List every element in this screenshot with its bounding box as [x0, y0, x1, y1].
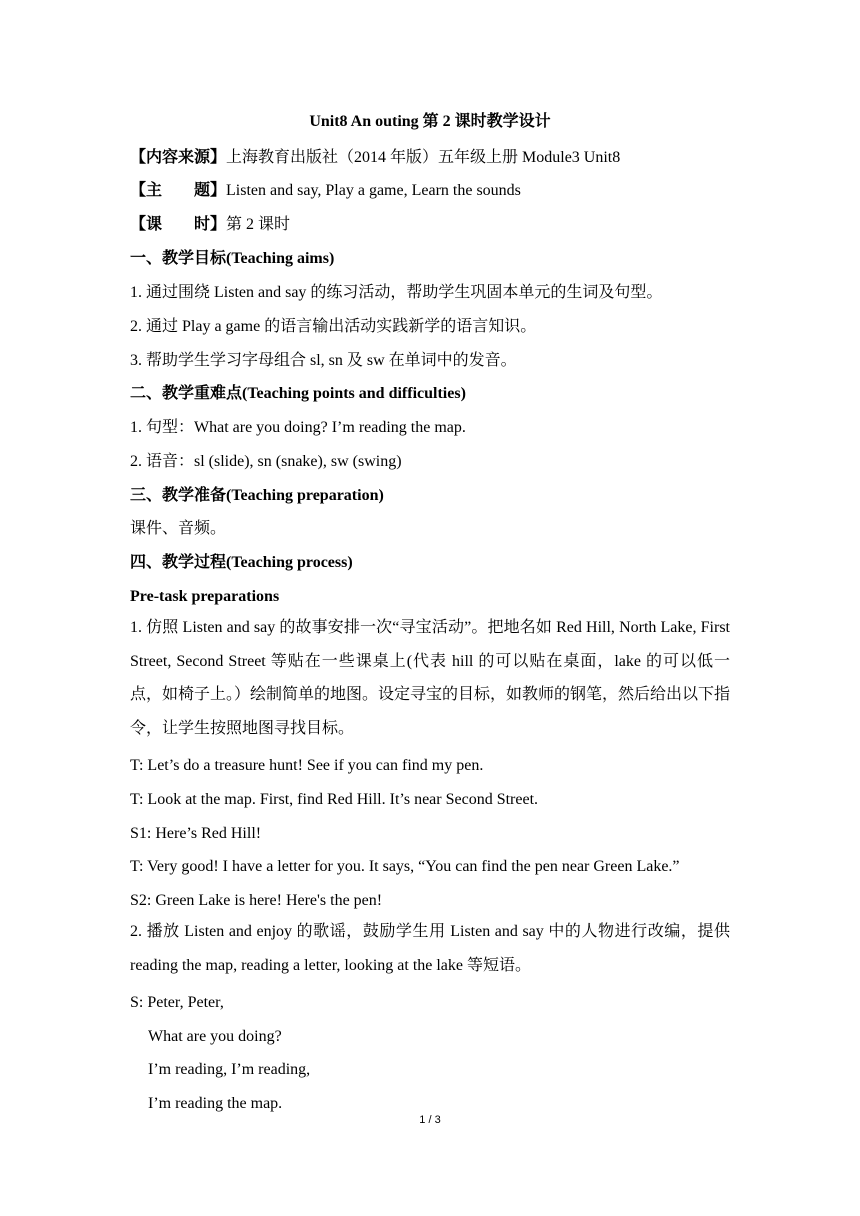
step2-paragraph: 2. 播放 Listen and enjoy 的歌谣，鼓励学生用 Listen and say 中的人物进行改编，提供 reading the map, reading a letter, looking at the lake 等短语。	[130, 923, 730, 974]
step1-paragraph: 1. 仿照 Listen and say 的故事安排一次“寻宝活动”。把地名如 Red Hill, North Lake, First Street, Second Street 等贴在一些课桌上(代表 hill 的可以贴在桌面，lake 的可以低一点，如椅子上。）绘制简单的地图。设定寻宝的目标，如教师的钢笔，然后给出以下指令，让学生按照地图寻找目标。	[130, 619, 731, 737]
dialogue-line: T: Let’s do a treasure hunt! See if you can find my pen.	[130, 757, 484, 774]
aims-heading: 一、教学目标(Teaching aims)	[130, 250, 335, 267]
prep-text: 课件、音频。	[130, 520, 227, 537]
period-line	[130, 215, 730, 235]
point-item: 2. 语音：sl (slide), sn (snake), sw (swing)	[130, 453, 402, 470]
prep-heading: 三、教学准备(Teaching preparation)	[130, 487, 384, 504]
dialogue-line: T: Very good! I have a letter for you. It says, “You can find the pen near Green Lake.”	[130, 858, 680, 875]
topic-label: 【主 题】	[130, 182, 227, 199]
topic-line	[130, 181, 730, 201]
source-text: 上海教育出版社（2014 年版）五年级上册 Module3 Unit8	[226, 149, 621, 166]
points-heading: 二、教学重难点(Teaching points and difficulties)	[130, 385, 466, 402]
song-line: I’m reading, I’m reading,	[148, 1061, 311, 1078]
pretask-heading: Pre-task preparations	[130, 588, 280, 605]
song-line: What are you doing?	[148, 1028, 282, 1045]
source-line	[130, 148, 730, 168]
period-label: 【课 时】	[130, 216, 227, 233]
dialogue-line: S2: Green Lake is here! Here's the pen!	[130, 892, 383, 909]
dialogue-line: S1: Here’s Red Hill!	[130, 825, 262, 842]
aim-item: 2. 通过 Play a game 的语言输出活动实践新学的语言知识。	[130, 318, 537, 335]
process-heading: 四、教学过程(Teaching process)	[130, 554, 353, 571]
period-text: 第 2 课时	[226, 216, 291, 233]
aim-item: 3. 帮助学生学习字母组合 sl, sn 及 sw 在单词中的发音。	[130, 352, 517, 369]
aim-item: 1. 通过围绕 Listen and say 的练习活动，帮助学生巩固本单元的生词及句型。	[130, 284, 663, 301]
page-number: 1 / 3	[419, 1114, 441, 1126]
document-title: Unit8 An outing 第 2 课时教学设计	[309, 113, 551, 130]
point-item: 1. 句型：What are you doing? I’m reading the map.	[130, 419, 466, 436]
song-line: I’m reading the map.	[148, 1095, 283, 1112]
topic-text: Listen and say, Play a game, Learn the sounds	[226, 182, 521, 199]
source-label: 【内容来源】	[130, 149, 227, 166]
song-line: S: Peter, Peter,	[130, 994, 224, 1011]
dialogue-line: T: Look at the map. First, find Red Hill. It’s near Second Street.	[130, 791, 539, 808]
